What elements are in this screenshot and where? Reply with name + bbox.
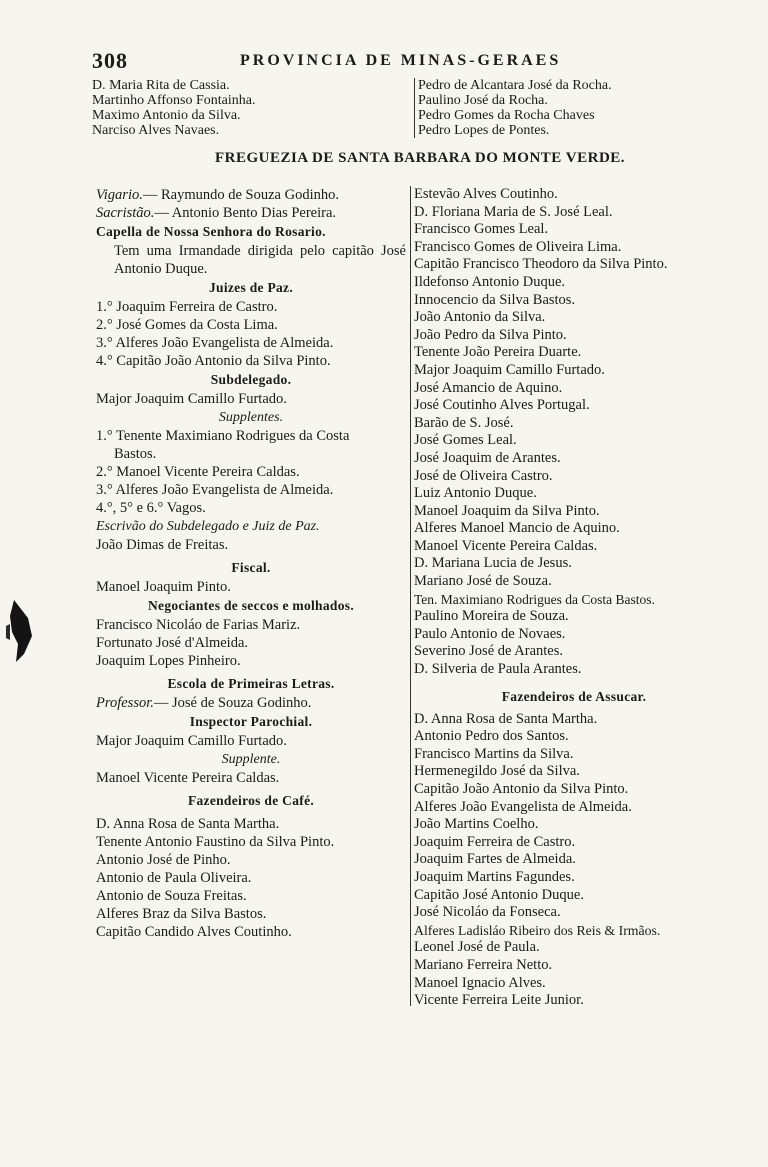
running-title: PROVINCIA DE MINAS-GERAES (240, 52, 562, 69)
ink-blot-mark (2, 596, 36, 666)
juizes-heading: Juizes de Paz. (208, 280, 294, 295)
list-item: Francisco Nicoláo de Farias Mariz. (96, 617, 301, 633)
inspector-supplente-name: Manoel Vicente Pereira Caldas. (96, 770, 280, 786)
left-column (96, 186, 406, 941)
list-item-continuation: Bastos. (114, 446, 157, 462)
parish-title: FREGUEZIA DE SANTA BARBARA DO MONTE VERDE. (214, 150, 626, 166)
list-item: Manoel Ignacio Alves. (414, 974, 546, 991)
subdelegado-heading: Subdelegado. (210, 372, 292, 387)
list-item: D. Anna Rosa de Santa Martha. (96, 816, 280, 832)
list-item: D. Silveria de Paula Arantes. (414, 661, 582, 678)
list-item: 2.° Manoel Vicente Pereira Caldas. (96, 464, 300, 480)
sacristao-line (96, 204, 406, 222)
list-item: Francisco Gomes Leal. (414, 221, 549, 238)
list-item: Capitão Candido Alves Coutinho. (96, 924, 292, 940)
escrivao-name: João Dimas de Freitas. (96, 537, 229, 553)
list-item: Estevão Alves Coutinho. (414, 186, 558, 202)
cafe-heading: Fazendeiros de Café. (187, 793, 315, 808)
supplentes-heading: Supplentes. (218, 410, 284, 425)
list-item: Pedro Lopes de Pontes. (418, 123, 550, 138)
list-item: José Amancio de Aquino. (414, 379, 563, 396)
list-item: Alferes Manoel Mancio de Aquino. (414, 520, 620, 537)
escrivao-heading: Escrivão do Subdelegado e Juiz de Paz. (96, 519, 320, 534)
list-item: Paulo Antonio de Novaes. (414, 625, 566, 642)
list-item: 1.° Tenente Maximiano Rodrigues da Costa (96, 428, 350, 444)
list-item: Tenente João Pereira Duarte. (414, 344, 582, 361)
list-item: Alferes Ladisláo Ribeiro dos Reis & Irmãos. (414, 922, 661, 938)
escola-heading: Escola de Primeiras Letras. (167, 676, 335, 691)
sacristao-name: — Antonio Bento Dias Pereira. (154, 205, 337, 221)
list-item: Joaquim Ferreira de Castro. (414, 833, 576, 850)
list-item: Paulino Moreira de Souza. (414, 608, 569, 625)
subdelegado-name: Major Joaquim Camillo Furtado. (96, 391, 287, 407)
list-item: 2.° José Gomes da Costa Lima. (96, 317, 278, 333)
list-item: Mariano José de Souza. (414, 573, 552, 590)
list-item: Antonio Pedro dos Santos. (414, 728, 569, 745)
list-item: 3.° Alferes João Evangelista de Almeida. (96, 335, 334, 351)
list-item: Ten. Maximiano Rodrigues da Costa Bastos. (414, 591, 655, 607)
list-item: Luiz Antonio Duque. (414, 485, 537, 502)
list-item: Alferes Braz da Silva Bastos. (96, 906, 267, 922)
assucar-heading: Fazendeiros de Assucar. (501, 688, 647, 704)
professor-label: Professor. (96, 695, 154, 711)
list-item: José Nicoláo da Fonseca. (414, 904, 561, 921)
list-item: 4.°, 5° e 6.° Vagos. (96, 500, 206, 516)
list-item: Major Joaquim Camillo Furtado. (414, 361, 605, 378)
list-item: 3.° Alferes João Evangelista de Almeida. (96, 482, 334, 498)
fiscal-name: Manoel Joaquim Pinto. (96, 579, 231, 595)
list-item: Pedro Gomes da Rocha Chaves (418, 108, 595, 123)
list-item: Capitão João Antonio da Silva Pinto. (414, 781, 629, 797)
list-item: Paulino José da Rocha. (418, 93, 548, 108)
vigario-line (96, 186, 406, 204)
list-item: Antonio de Souza Freitas. (96, 888, 247, 904)
list-item: 4.° Capitão João Antonio da Silva Pinto. (96, 353, 331, 369)
right-column (410, 186, 734, 1009)
list-item: Joaquim Martins Fagundes. (414, 868, 575, 885)
vigario-name: — Raymundo de Souza Godinho. (142, 187, 339, 203)
list-item: Severino José de Arantes. (414, 643, 563, 660)
list-item: Mariano Ferreira Netto. (414, 956, 553, 973)
list-item: José de Oliveira Castro. (414, 467, 553, 484)
list-item: D. Anna Rosa de Santa Martha. (414, 710, 598, 727)
list-item: Maximo Antonio da Silva. (92, 108, 241, 123)
list-item: Antonio José de Pinho. (96, 852, 231, 868)
list-item: 1.° Joaquim Ferreira de Castro. (96, 299, 278, 315)
list-item: Antonio de Paula Oliveira. (96, 870, 252, 886)
list-item: D. Floriana Maria de S. José Leal. (414, 203, 613, 220)
top-names-left (92, 78, 412, 138)
negociantes-heading: Negociantes de seccos e molhados. (148, 598, 354, 613)
list-item: Alferes João Evangelista de Almeida. (414, 798, 632, 815)
list-item: João Martins Coelho. (414, 816, 539, 833)
vigario-label: Vigario. (96, 187, 143, 203)
list-item: José Gomes Leal. (414, 432, 517, 449)
list-item: João Pedro da Silva Pinto. (414, 326, 567, 343)
list-item: D. Maria Rita de Cassia. (92, 78, 230, 93)
list-item: Capitão Francisco Theodoro da Silva Pinto. (414, 256, 668, 273)
list-item: José Coutinho Alves Portugal. (414, 397, 590, 414)
list-item: Tenente Antonio Faustino da Silva Pinto. (96, 834, 335, 850)
list-item: Manoel Joaquim da Silva Pinto. (414, 502, 600, 519)
inspector-name: Major Joaquim Camillo Furtado. (96, 733, 287, 749)
professor-line (96, 694, 406, 712)
list-item: Joaquim Fartes de Almeida. (414, 851, 576, 868)
page-number: 308 (92, 48, 128, 73)
list-item: Capitão José Antonio Duque. (414, 886, 584, 903)
list-item: Ildefonso Antonio Duque. (414, 273, 566, 290)
top-names-right (414, 78, 708, 138)
sacristao-label: Sacristão. (96, 205, 155, 221)
list-item: João Antonio da Silva. (414, 309, 546, 326)
list-item: Leonel José de Paula. (414, 939, 540, 956)
list-item: Hermenegildo José da Silva. (414, 763, 580, 780)
capella-text: Tem uma Irmandade dirigida pelo capitão José Antonio Duque. (114, 243, 406, 277)
capella-heading: Capella de Nossa Senhora do Rosario. (96, 224, 326, 239)
list-item: Joaquim Lopes Pinheiro. (96, 653, 241, 669)
list-item: Martinho Affonso Fontainha. (92, 93, 256, 108)
list-item: Francisco Martins da Silva. (414, 745, 574, 762)
list-item: José Joaquim de Arantes. (414, 449, 561, 466)
list-item: Pedro de Alcantara José da Rocha. (418, 78, 612, 93)
page-header (92, 48, 632, 72)
fiscal-heading: Fiscal. (231, 560, 271, 575)
list-item: Francisco Gomes de Oliveira Lima. (414, 238, 622, 255)
list-item: Fortunato José d'Almeida. (96, 635, 249, 651)
list-item: Innocencio da Silva Bastos. (414, 291, 576, 308)
list-item: D. Mariana Lucia de Jesus. (414, 555, 572, 572)
professor-name: — José de Souza Godinho. (153, 695, 312, 711)
list-item: Barão de S. José. (414, 414, 514, 431)
inspector-heading: Inspector Parochial. (189, 714, 313, 729)
inspector-supplente-heading: Supplente. (221, 752, 281, 767)
list-item: Vicente Ferreira Leite Junior. (414, 992, 584, 1009)
list-item: Narciso Alves Navaes. (92, 123, 220, 138)
list-item: Manoel Vicente Pereira Caldas. (414, 537, 598, 554)
